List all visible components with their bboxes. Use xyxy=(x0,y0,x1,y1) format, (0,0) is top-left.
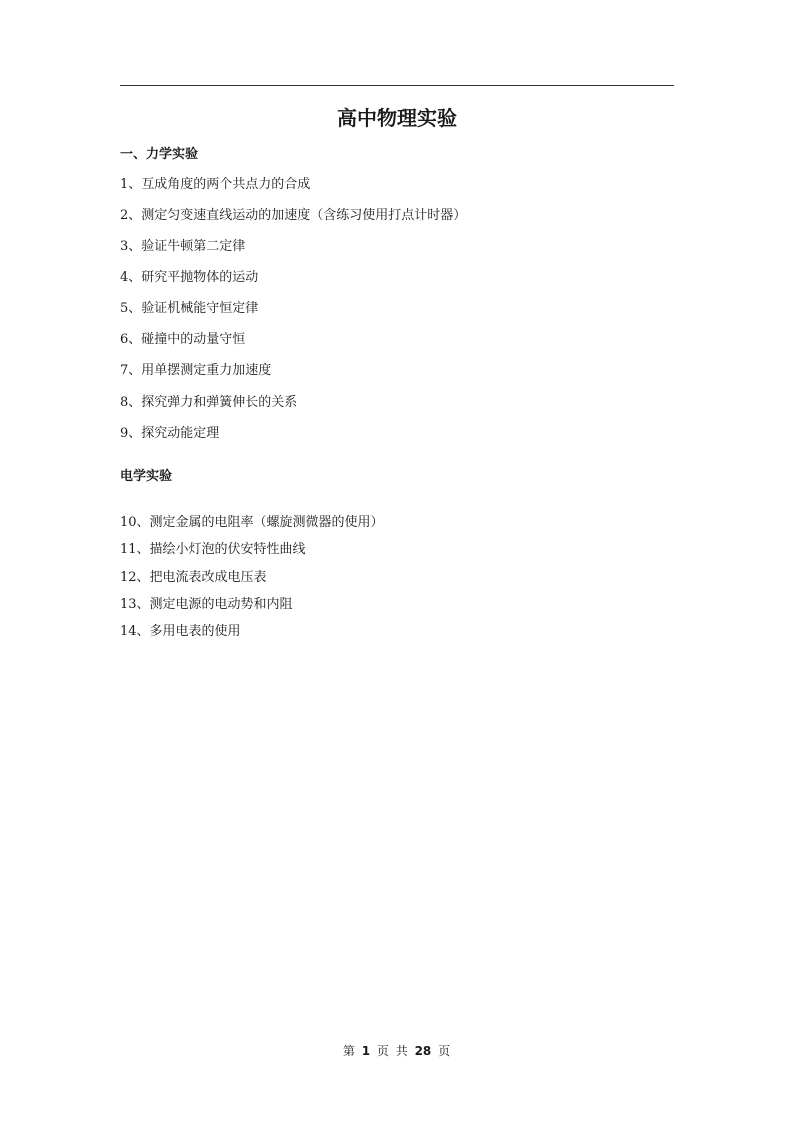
section-heading-electricity: 电学实验 xyxy=(120,469,173,484)
list-item-mechanics-2: 2、测定匀变速直线运动的加速度（含练习使用打点计时器） xyxy=(120,208,467,223)
list-item-electricity-14: 14、多用电表的使用 xyxy=(120,624,241,639)
list-item-mechanics-5: 5、验证机械能守恒定律 xyxy=(120,301,259,316)
footer-total-pages: 28 xyxy=(414,1044,432,1058)
document-title: 高中物理实验 xyxy=(337,106,457,130)
footer-middle: 页 共 xyxy=(376,1044,408,1058)
list-item-mechanics-1: 1、互成角度的两个共点力的合成 xyxy=(120,177,311,192)
list-item-mechanics-9: 9、探究动能定理 xyxy=(120,426,220,441)
list-item-mechanics-4: 4、研究平抛物体的运动 xyxy=(120,270,259,285)
header-rule xyxy=(120,85,674,86)
list-item-mechanics-7: 7、用单摆测定重力加速度 xyxy=(120,363,272,378)
list-item-mechanics-3: 3、验证牛顿第二定律 xyxy=(120,239,246,254)
footer-suffix: 页 xyxy=(438,1044,451,1058)
footer-prefix: 第 xyxy=(342,1044,355,1058)
footer-page-number: 1 xyxy=(361,1044,371,1058)
section-heading-mechanics: 一、力学实验 xyxy=(120,147,199,162)
list-item-electricity-12: 12、把电流表改成电压表 xyxy=(120,570,267,585)
list-item-mechanics-8: 8、探究弹力和弹簧伸长的关系 xyxy=(120,395,298,410)
list-item-electricity-13: 13、测定电源的电动势和内阻 xyxy=(120,597,293,612)
list-item-electricity-10: 10、测定金属的电阻率（螺旋测微器的使用） xyxy=(120,515,384,530)
list-item-electricity-11: 11、描绘小灯泡的伏安特性曲线 xyxy=(120,542,306,557)
list-item-mechanics-6: 6、碰撞中的动量守恒 xyxy=(120,332,246,347)
page-footer xyxy=(0,1043,793,1059)
